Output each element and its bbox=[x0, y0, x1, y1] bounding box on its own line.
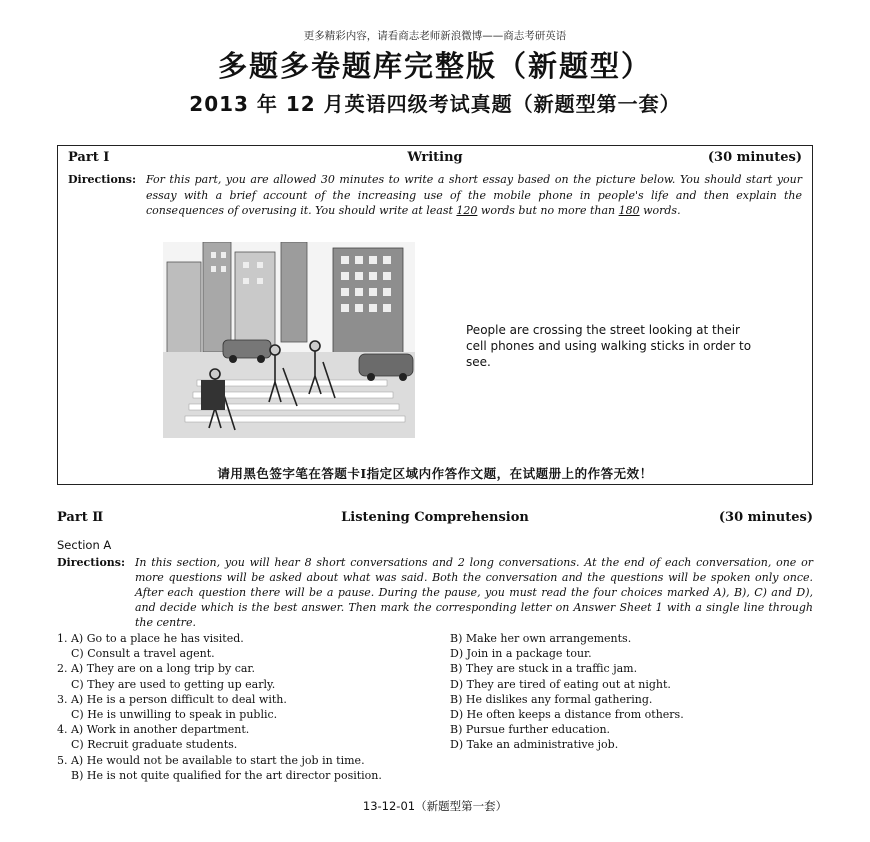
part2-label: Part Ⅱ bbox=[57, 510, 104, 525]
q4-option-b: B) Pursue further education. bbox=[450, 723, 611, 737]
question-row bbox=[57, 753, 813, 768]
q3-option-b: B) He dislikes any formal gathering. bbox=[450, 692, 653, 706]
part1-directions-text bbox=[146, 172, 802, 219]
q2-option-d: D) They are tired of eating out at night. bbox=[450, 677, 671, 691]
part2-section-name: Listening Comprehension bbox=[341, 510, 529, 525]
question-row bbox=[57, 768, 813, 783]
question-row bbox=[57, 677, 813, 692]
q3-option-a: 3. A) He is a person difficult to deal with. bbox=[57, 692, 287, 706]
part1-section-name: Writing bbox=[407, 150, 463, 165]
part2-directions-label: Directions: bbox=[57, 556, 126, 569]
section-a-heading: Section A bbox=[57, 538, 112, 552]
street-cartoon-icon bbox=[163, 242, 415, 438]
q3-option-d: D) He often keeps a distance from others. bbox=[450, 707, 684, 721]
directions-text-b: words but no more than bbox=[477, 204, 619, 217]
cartoon-caption: People are crossing the street looking at their cell phones and using walking sticks in order to see. bbox=[466, 323, 752, 369]
question-row bbox=[57, 661, 813, 676]
part2-header bbox=[57, 510, 813, 528]
directions-text-c: words. bbox=[639, 204, 681, 217]
min-words: 120 bbox=[456, 204, 478, 217]
q3-option-c: C) He is unwilling to speak in public. bbox=[71, 707, 278, 721]
max-words: 180 bbox=[618, 204, 640, 217]
question-row bbox=[57, 707, 813, 722]
q1-option-a: 1. A) Go to a place he has visited. bbox=[57, 632, 244, 645]
part1-time: (30 minutes) bbox=[707, 150, 802, 165]
q5-option-a: 5. A) He would not be available to start the job in time. bbox=[57, 753, 365, 767]
q4-option-a: 4. A) Work in another department. bbox=[57, 723, 250, 737]
main-title: 多题多卷题库完整版（新题型） bbox=[217, 49, 652, 83]
q4-option-c: C) Recruit graduate students. bbox=[71, 738, 238, 752]
q2-option-a: 2. A) They are on a long trip by car. bbox=[57, 662, 255, 676]
question-row bbox=[57, 646, 813, 661]
question-row bbox=[57, 631, 813, 646]
page-footer: 13-12-01（新题型第一套） bbox=[362, 799, 508, 813]
directions-text-a: For this part, you are allowed 30 minutes to write a short essay based on the picture below. You should start your essay with a brief account of the increasing use of the mobile phone in people's life and then explain the consequences of overusing it. You should write at least bbox=[146, 173, 802, 217]
q2-option-b: B) They are stuck in a traffic jam. bbox=[450, 662, 638, 676]
top-note: 更多精彩内容，请看商志老师新浪微博——商志考研英语 bbox=[303, 30, 567, 42]
part1-directions-label: Directions: bbox=[68, 173, 137, 186]
part2-directions-text: In this section, you will hear 8 short conversations and 2 long conversations. At the end of each conversation, one or more questions will be asked about what was said. Both the conversation and the questions will be spoken only once. After each question there will be a pause. During the pause, you must read the four choices marked A), B), C) and D), and decide which is the best answer. Then mark the corresponding letter on Answer Sheet 1 with a single line through the centre. bbox=[135, 556, 813, 629]
part2-time: (30 minutes) bbox=[718, 510, 813, 525]
question-list bbox=[57, 631, 813, 783]
q4-option-d: D) Take an administrative job. bbox=[450, 738, 619, 752]
q2-option-c: C) They are used to getting up early. bbox=[71, 677, 276, 691]
sub-title: 2013 年 12 月英语四级考试真题（新题型第一套） bbox=[189, 92, 681, 116]
question-row bbox=[57, 722, 813, 737]
part2-directions bbox=[57, 555, 813, 630]
q5-option-b: B) He is not quite qualified for the art director position. bbox=[71, 768, 382, 782]
answer-sheet-notice: 请用黑色签字笔在答题卡Ⅰ指定区域内作答作文题，在试题册上的作答无效！ bbox=[217, 466, 653, 481]
part1-directions bbox=[68, 172, 802, 219]
question-row bbox=[57, 737, 813, 752]
q1-option-c: C) Consult a travel agent. bbox=[71, 647, 215, 661]
part1-label: Part Ⅰ bbox=[68, 150, 110, 165]
question-row bbox=[57, 692, 813, 707]
q1-option-b: B) Make her own arrangements. bbox=[450, 632, 632, 645]
q1-option-d: D) Join in a package tour. bbox=[450, 647, 592, 661]
part1-writing-box bbox=[57, 145, 813, 485]
part1-header bbox=[68, 150, 802, 168]
